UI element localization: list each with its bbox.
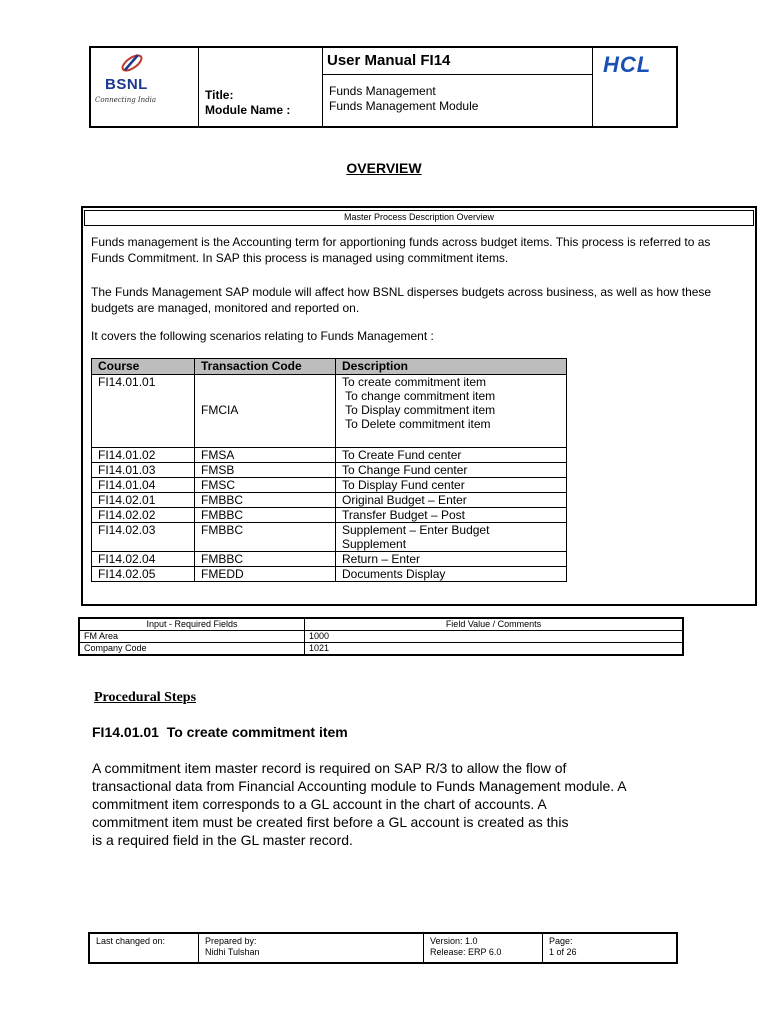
overview-paragraph-3: It covers the following scenarios relating to Funds Management :	[91, 329, 434, 343]
table-row	[92, 463, 567, 478]
table-row	[92, 493, 567, 508]
body-line: commitment item must be created first before a GL account is created as this	[92, 814, 569, 830]
description-cell: To Change Fund center	[336, 463, 567, 478]
procedural-steps-heading: Procedural Steps	[94, 690, 197, 705]
last-changed-label: Last changed on:	[96, 936, 166, 946]
last-changed-cell	[89, 933, 199, 963]
description-cell	[336, 523, 567, 552]
course-cell: FI14.02.02	[92, 508, 195, 523]
column-header-transaction-code: Transaction Code	[195, 359, 336, 375]
transaction-code-cell: FMBBC	[195, 552, 336, 567]
description-cell: Transfer Budget – Post	[336, 508, 567, 523]
column-header-description: Description	[336, 359, 567, 375]
transaction-code-cell: FMSA	[195, 448, 336, 463]
description-line: To Display commitment item	[342, 403, 496, 417]
release-text: Release: ERP 6.0	[430, 947, 502, 957]
page-cell	[543, 933, 678, 963]
description-line: To create commitment item	[342, 375, 487, 389]
course-cell: FI14.02.04	[92, 552, 195, 567]
overview-paragraph-2: The Funds Management SAP module will affect how BSNL disperses budgets across business, as well as how these budgets are managed, monitored and reported on.	[91, 285, 712, 315]
transaction-code-cell: FMEDD	[195, 567, 336, 582]
input-fields-header: Input - Required Fields	[79, 618, 305, 631]
table-row	[79, 631, 683, 643]
transaction-code-cell: FMSC	[195, 478, 336, 493]
overview-heading: OVERVIEW	[346, 160, 422, 176]
bsnl-logo-tagline: Connecting India	[95, 96, 157, 104]
title-value: Funds Management	[329, 84, 436, 98]
description-cell: Return – Enter	[336, 552, 567, 567]
description-cell	[336, 375, 567, 448]
table-header-row	[79, 618, 683, 631]
table-row	[79, 643, 683, 656]
description-cell: To Create Fund center	[336, 448, 567, 463]
field-value-cell: 1000	[305, 631, 684, 643]
table-row	[92, 567, 567, 582]
table-row	[92, 375, 567, 448]
course-cell: FI14.01.01	[92, 375, 195, 448]
description-line: To Delete commitment item	[342, 417, 491, 431]
field-name-cell: FM Area	[79, 631, 305, 643]
course-cell: FI14.01.04	[92, 478, 195, 493]
header-divider	[323, 74, 592, 75]
hcl-logo: HCL	[603, 52, 652, 77]
hcl-logo-cell	[593, 48, 676, 126]
table-row	[92, 448, 567, 463]
course-cell: FI14.02.01	[92, 493, 195, 508]
body-line: commitment item corresponds to a GL account in the chart of accounts. A	[92, 796, 547, 812]
module-name-value: Funds Management Module	[329, 99, 479, 113]
transaction-code-cell: FMCIA	[195, 375, 336, 448]
field-value-cell: 1021	[305, 643, 684, 656]
header-labels-cell	[199, 48, 323, 126]
body-line: transactional data from Financial Accounting module to Funds Management module. A	[92, 778, 627, 794]
footer-row	[89, 933, 677, 963]
description-cell: Original Budget – Enter	[336, 493, 567, 508]
document-header	[89, 46, 678, 128]
master-process-title: Master Process Description Overview	[84, 210, 754, 226]
description-cell: To Display Fund center	[336, 478, 567, 493]
title-label: Title:	[205, 88, 234, 102]
transaction-code-cell: FMBBC	[195, 493, 336, 508]
course-cell: FI14.01.03	[92, 463, 195, 478]
step-heading: FI14.01.01 To create commitment item	[92, 724, 348, 740]
description-cell: Documents Display	[336, 567, 567, 582]
description-line: Supplement – Enter Budget	[342, 523, 490, 537]
bsnl-logo-icon	[119, 52, 145, 74]
bsnl-logo-text: BSNL	[105, 76, 148, 93]
manual-title: User Manual FI14	[327, 52, 451, 69]
prepared-by-cell	[199, 933, 424, 963]
step-body	[92, 759, 692, 849]
header-values-cell	[323, 48, 593, 126]
body-line: A commitment item master record is required on SAP R/3 to allow the flow of	[92, 760, 567, 776]
scenarios-table	[91, 358, 567, 582]
prepared-by-value: Nidhi Tulshan	[205, 947, 260, 957]
table-row	[92, 523, 567, 552]
input-fields-table	[78, 617, 684, 656]
field-name-cell: Company Code	[79, 643, 305, 656]
table-row	[92, 508, 567, 523]
course-cell: FI14.02.05	[92, 567, 195, 582]
version-text: Version: 1.0	[430, 936, 478, 946]
table-row	[92, 552, 567, 567]
document-footer	[88, 932, 678, 964]
transaction-code-cell: FMSB	[195, 463, 336, 478]
prepared-by-label: Prepared by:	[205, 936, 257, 946]
page-label: Page:	[549, 936, 573, 946]
description-line: To change commitment item	[342, 389, 496, 403]
bsnl-logo-cell	[91, 48, 199, 126]
description-line: Supplement	[342, 537, 407, 551]
body-line: is a required field in the GL master record.	[92, 832, 353, 848]
module-name-label: Module Name :	[205, 103, 291, 117]
transaction-code-cell: FMBBC	[195, 508, 336, 523]
page-number: 1 of 26	[549, 947, 577, 957]
table-row	[92, 478, 567, 493]
course-cell: FI14.02.03	[92, 523, 195, 552]
overview-paragraph-1: Funds management is the Accounting term for apportioning funds across budget items. This process is referred to as Funds Commitment. In SAP this process is managed using commitment items.	[91, 235, 711, 265]
course-cell: FI14.01.02	[92, 448, 195, 463]
version-cell	[424, 933, 543, 963]
transaction-code-cell: FMBBC	[195, 523, 336, 552]
column-header-course: Course	[92, 359, 195, 375]
field-value-header: Field Value / Comments	[305, 618, 684, 631]
master-process-box	[81, 206, 757, 606]
